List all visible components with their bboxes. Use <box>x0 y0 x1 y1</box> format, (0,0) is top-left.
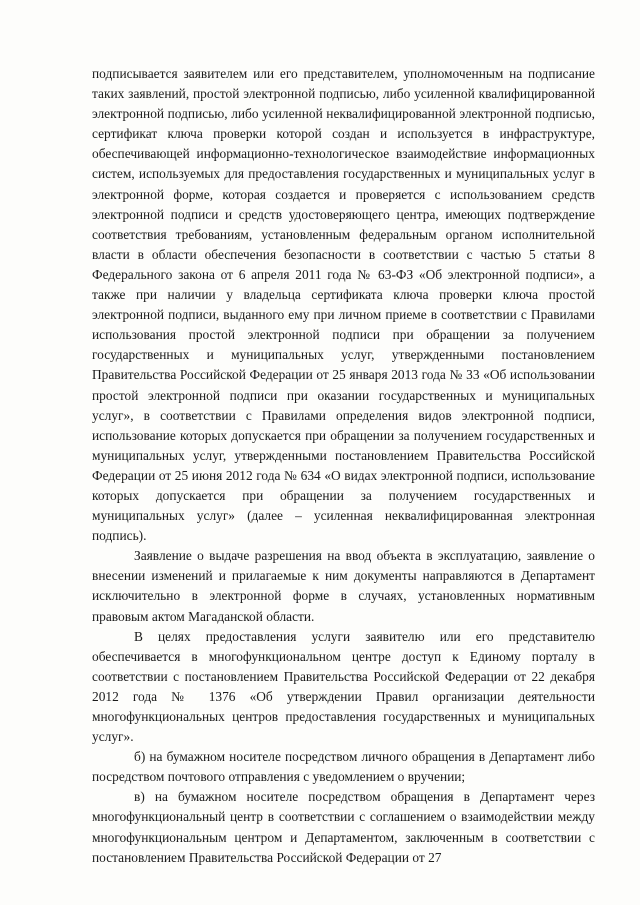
paragraph-mfc-access: В целях предоставления услуги заявителю или его представителю обеспечивается в многофункциональном центре доступ к Единому порталу в соответствии с постановлением Правительства Российской Федерации от 22 декабря 2012 года № 1376 «Об утверждении Правил организации деятельности многофункциональных центров предоставления государственных и муниципальных услуг». <box>92 628 595 745</box>
paragraph-submission-electronic: Заявление о выдаче разрешения на ввод объекта в эксплуатацию, заявление о внесении изменений и прилагаемые к ним документы направляются в Департамент исключительно в электронной форме в случаях, установленных нормативным правовым актом Магаданской области. <box>92 548 595 624</box>
paragraph-paper-personal: б) на бумажном носителе посредством личного обращения в Департамент либо посредством почтового отправления с уведомлением о вручении; <box>92 749 595 785</box>
paragraph-electronic-signature: подписывается заявителем или его представителем, уполномоченным на подписание таких заявлений, простой электронной подписью, либо усиленной квалифицированной электронной подписью, либо усиленной неквалифицированной электронной подписью, сертификат ключа проверки которой создан и используется в инфраструктуре, обеспечивающей информационно-технологическое взаимодействие информационных систем, используемых для предоставления государственных и муниципальных услуг в электронной форме, которая создается и проверяется с использованием средств электронной подписи и средств удостоверяющего центра, имеющих подтверждение соответствия требованиям, установленным федеральным органом исполнительной власти в области обеспечения безопасности в соответствии с частью 5 статьи 8 Федерального закона от 6 апреля 2011 года № 63-ФЗ «Об электронной подписи», а также при наличии у владельца сертификата ключа проверки ключа простой электронной подписи, выданного ему при личном приеме в соответствии с Правилами использования простой электронной подписи при обращении за получением государственных и муниципальных услуг, утвержденными постановлением Правительства Российской Федерации от 25 января 2013 года № 33 «Об использовании простой электронной подписи при оказании государственных и муниципальных услуг», в соответствии с Правилами определения видов электронной подписи, использование которых допускается при обращении за получением государственных и муниципальных услуг, утвержденными постановлением Правительства Российской Федерации от 25 июня 2012 года № 634 «О видах электронной подписи, использование которых допускается при обращении за получением государственных и муниципальных услуг» (далее – усиленная неквалифицированная электронная подпись). <box>92 66 595 544</box>
document-body <box>92 64 595 868</box>
paragraph-paper-mfc: в) на бумажном носителе посредством обращения в Департамент через многофункциональный центр в соответствии с соглашением о взаимодействии между многофункциональным центром и Департаментом, заключенным в соответствии с постановлением Правительства Российской Федерации от 27 <box>92 789 595 865</box>
